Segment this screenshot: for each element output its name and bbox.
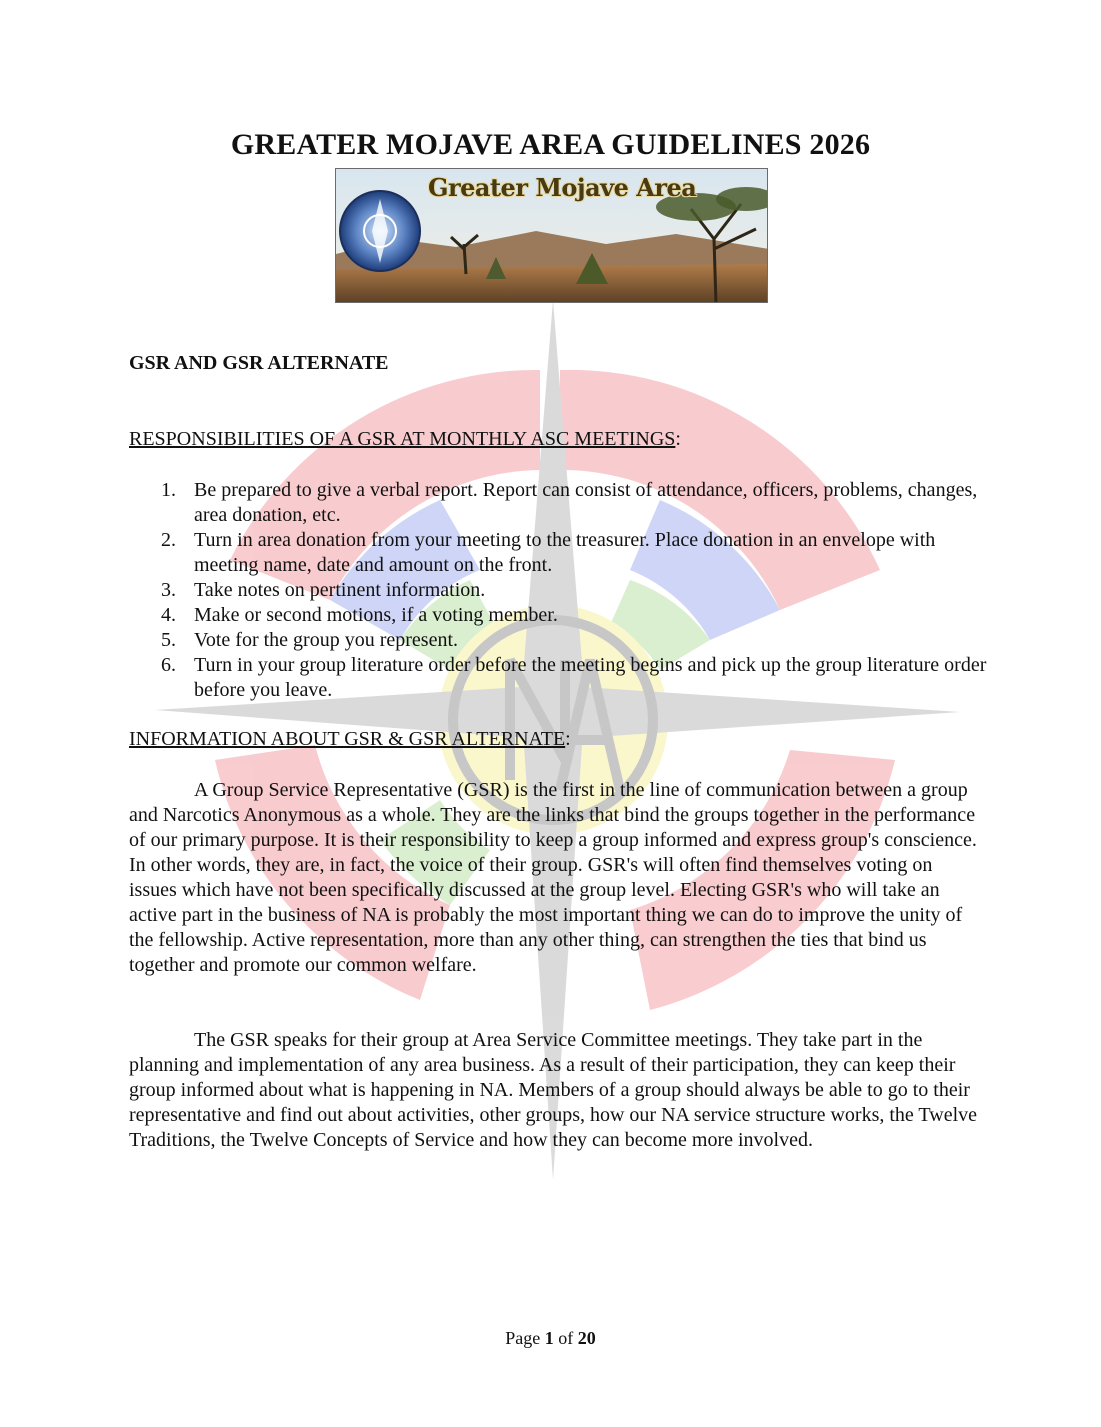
banner-title: Greater Mojave Area [428,173,697,202]
information-paragraph-2: The GSR speaks for their group at Area Service Committee meetings. They take part in the planning and implementation of any area business. As a result of their participation, they can keep their group informed about what is happening in NA. Members of a group should always be able to go to their representative and find out about activities, other groups, how our NA service structure works, the Twelve Traditions, the Twelve Concepts of Service and how they can become more involved. [129,1029,977,1151]
responsibilities-list [129,478,989,703]
responsibilities-heading: RESPONSIBILITIES OF A GSR AT MONTHLY ASC MEETINGS: [129,428,681,450]
document-title: GREATER MOJAVE AREA GUIDELINES 2026 [230,128,871,161]
list-item: 5. Vote for the group you represent. [161,629,459,651]
list-item: 2. Turn in area donation from your meeting to the treasurer. Place donation in an envelope with meeting name, date and amount on the front. [161,529,936,576]
information-paragraph-1: A Group Service Representative (GSR) is the first in the line of communication between a group and Narcotics Anonymous as a whole. They are the links that bind the groups together in the performance of our primary purpose. It is their responsibility to keep a group informed and express group's conscience. In other words, they are, in fact, the voice of their group. GSR's will often find themselves voting on issues which have not been specifically discussed at the group level. Electing GSR's who will take an active part in the business of NA is probably the most important thing we can do to improve the unity of the fellowship. Active representation, more than any other thing, can strengthen the ties that bind us together and promote our common welfare. [129,779,977,976]
page-number: Page 1 of 20 [505,1328,596,1348]
information-heading-text: INFORMATION ABOUT GSR & GSR ALTERNATE [129,728,566,750]
list-item: 6. Turn in your group literature order before the meeting begins and pick up the group literature order before you leave. [161,654,987,701]
section-heading: GSR AND GSR ALTERNATE [129,352,389,374]
information-heading: INFORMATION ABOUT GSR & GSR ALTERNATE: [129,728,571,750]
list-item: 4. Make or second motions, if a voting member. [161,604,558,626]
responsibilities-heading-text: RESPONSIBILITIES OF A GSR AT MONTHLY ASC MEETINGS [129,428,676,450]
area-banner-image [335,168,768,303]
list-item: 3. Take notes on pertinent information. [161,579,486,601]
list-item: 1. Be prepared to give a verbal report. Report can consist of attendance, officers, problems, changes, area donation, etc. [161,479,978,526]
